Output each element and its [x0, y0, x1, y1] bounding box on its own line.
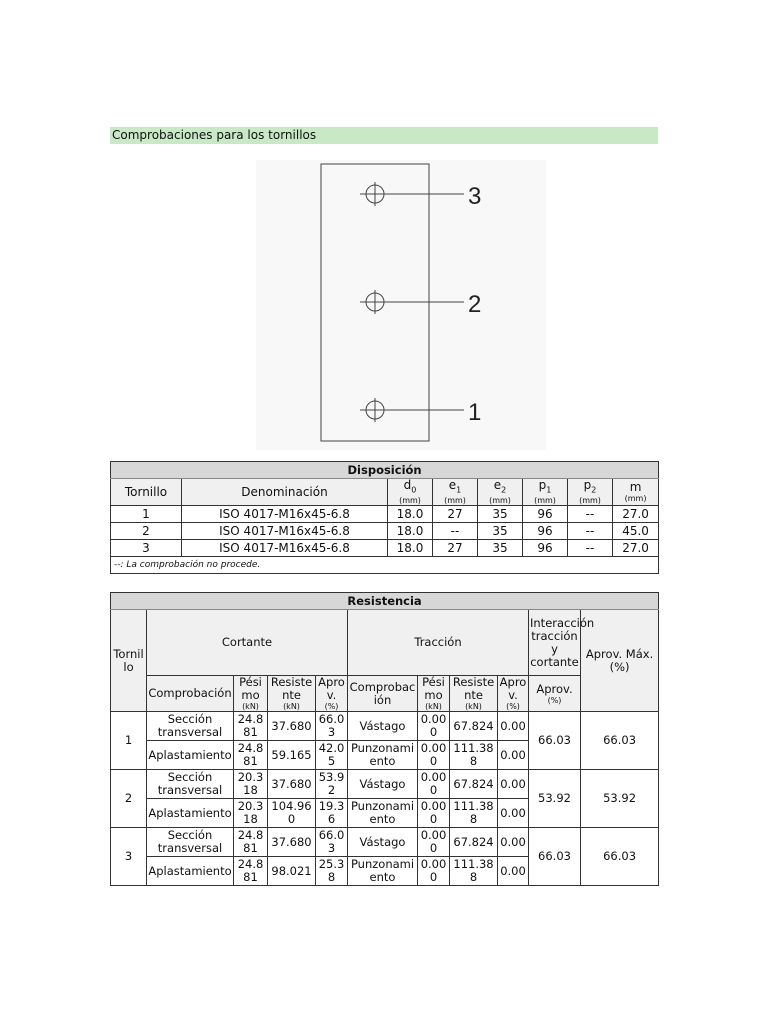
cell-cort-resistente: 37.680: [268, 770, 316, 799]
cell-trac-resistente: 67.824: [450, 770, 498, 799]
cell-cort-aprov: 66.03: [316, 828, 348, 857]
cell-m: 27.0: [613, 506, 659, 523]
cell-aprov-max: 53.92: [581, 770, 659, 828]
col-header-d0: $d_0$ (mm): [388, 479, 433, 506]
resistencia-table: [110, 592, 659, 886]
cell-trac-comprobacion: Punzonamiento: [348, 741, 418, 770]
cell-p1: 96: [523, 523, 568, 540]
cell-cort-aprov: 42.05: [316, 741, 348, 770]
cell-tornillo: 3: [111, 828, 147, 886]
cell-cort-comprobacion: Sección transversal: [147, 828, 234, 857]
cell-cort-pesimo: 20.318: [234, 770, 268, 799]
col-header-trac-pesimo: Pésimo (kN): [418, 676, 450, 712]
bolt-2: [360, 290, 481, 318]
cell-trac-pesimo: 0.000: [418, 857, 450, 886]
col-header-e1: $e_1$ (mm): [433, 479, 478, 506]
cell-cort-aprov: 25.38: [316, 857, 348, 886]
cell-cort-resistente: 37.680: [268, 828, 316, 857]
cell-m: 45.0: [613, 523, 659, 540]
col-header-cortante: Cortante: [147, 610, 348, 676]
cell-trac-pesimo: 0.000: [418, 799, 450, 828]
cell-cort-pesimo: 24.881: [234, 857, 268, 886]
col-header-denominacion: Denominación: [182, 479, 388, 506]
section-title: Comprobaciones para los tornillos: [110, 127, 658, 144]
table-row: [111, 712, 659, 741]
cell-trac-pesimo: 0.000: [418, 770, 450, 799]
col-header-interaccion-aprov: Aprov. (%): [529, 676, 581, 712]
cell-trac-aprov: 0.00: [498, 799, 529, 828]
cell-tornillo: 3: [111, 540, 182, 557]
col-header-trac-resistente: Resistente (kN): [450, 676, 498, 712]
cell-trac-pesimo: 0.000: [418, 712, 450, 741]
cell-m: 27.0: [613, 540, 659, 557]
disposicion-table: [110, 461, 659, 574]
cell-e1: 27: [433, 540, 478, 557]
cell-d0: 18.0: [388, 506, 433, 523]
cell-e2: 35: [478, 506, 523, 523]
table-row: [111, 828, 659, 857]
col-header-trac-comprobacion: Comprobación: [348, 676, 418, 712]
cell-cort-resistente: 37.680: [268, 712, 316, 741]
cell-interaccion: 66.03: [529, 828, 581, 886]
col-header-cort-aprov: Aprov. (%): [316, 676, 348, 712]
cell-cort-resistente: 98.021: [268, 857, 316, 886]
cell-trac-aprov: 0.00: [498, 741, 529, 770]
cell-trac-pesimo: 0.000: [418, 741, 450, 770]
cell-e1: --: [433, 523, 478, 540]
table-row: [111, 770, 659, 799]
table-row: [111, 523, 659, 540]
cell-e1: 27: [433, 506, 478, 523]
cell-e2: 35: [478, 523, 523, 540]
cell-trac-comprobacion: Vástago: [348, 712, 418, 741]
cell-interaccion: 66.03: [529, 712, 581, 770]
col-header-tornillo: Tornillo: [111, 610, 147, 712]
col-header-p1: $p_1$ (mm): [523, 479, 568, 506]
bolt-label-2: 2: [468, 291, 482, 318]
cell-p2: --: [568, 506, 613, 523]
cell-trac-aprov: 0.00: [498, 828, 529, 857]
cell-cort-pesimo: 20.318: [234, 799, 268, 828]
cell-trac-aprov: 0.00: [498, 857, 529, 886]
cell-trac-comprobacion: Punzonamiento: [348, 857, 418, 886]
cell-trac-pesimo: 0.000: [418, 828, 450, 857]
col-header-interaccion: Interacción tracción y cortante: [529, 610, 581, 676]
cell-p1: 96: [523, 540, 568, 557]
cell-trac-resistente: 67.824: [450, 828, 498, 857]
cell-p1: 96: [523, 506, 568, 523]
cell-cort-pesimo: 24.881: [234, 828, 268, 857]
cell-d0: 18.0: [388, 523, 433, 540]
cell-p2: --: [568, 523, 613, 540]
cell-aprov-max: 66.03: [581, 712, 659, 770]
bolt-plate-diagram: [256, 160, 546, 450]
col-header-aprov-max: Aprov. Máx. (%): [581, 610, 659, 712]
cell-trac-resistente: 111.388: [450, 857, 498, 886]
cell-denominacion: ISO 4017-M16x45-6.8: [182, 506, 388, 523]
col-header-p2: $p_2$ (mm): [568, 479, 613, 506]
cell-cort-aprov: 53.92: [316, 770, 348, 799]
cell-trac-resistente: 67.824: [450, 712, 498, 741]
col-header-cort-resistente: Resistente (kN): [268, 676, 316, 712]
cell-cort-comprobacion: Sección transversal: [147, 712, 234, 741]
table-row: [111, 540, 659, 557]
cell-tornillo: 2: [111, 770, 147, 828]
cell-cort-aprov: 19.36: [316, 799, 348, 828]
cell-cort-comprobacion: Sección transversal: [147, 770, 234, 799]
cell-p2: --: [568, 540, 613, 557]
col-header-tornillo: Tornillo: [111, 479, 182, 506]
cell-trac-comprobacion: Punzonamiento: [348, 799, 418, 828]
disposicion-note: --: La comprobación no procede.: [111, 557, 659, 574]
cell-cort-resistente: 59.165: [268, 741, 316, 770]
bolt-1: [360, 398, 481, 426]
cell-cort-aprov: 66.03: [316, 712, 348, 741]
cell-denominacion: ISO 4017-M16x45-6.8: [182, 540, 388, 557]
col-header-trac-aprov: Aprov. (%): [498, 676, 529, 712]
cell-cort-pesimo: 24.881: [234, 741, 268, 770]
cell-tornillo: 1: [111, 712, 147, 770]
cell-cort-comprobacion: Aplastamiento: [147, 799, 234, 828]
cell-tornillo: 1: [111, 506, 182, 523]
cell-trac-aprov: 0.00: [498, 712, 529, 741]
col-header-cort-pesimo: Pésimo (kN): [234, 676, 268, 712]
col-header-e2: $e_2$ (mm): [478, 479, 523, 506]
plate-drawing: [256, 160, 546, 450]
col-header-m: m (mm): [613, 479, 659, 506]
cell-tornillo: 2: [111, 523, 182, 540]
bolt-label-1: 1: [468, 399, 482, 426]
cell-cort-resistente: 104.960: [268, 799, 316, 828]
col-header-cort-comprobacion: Comprobación: [147, 676, 234, 712]
cell-aprov-max: 66.03: [581, 828, 659, 886]
cell-trac-comprobacion: Vástago: [348, 770, 418, 799]
cell-trac-resistente: 111.388: [450, 741, 498, 770]
disposicion-title: Disposición: [111, 462, 659, 479]
resistencia-title: Resistencia: [111, 593, 659, 610]
table-row: [111, 506, 659, 523]
cell-trac-comprobacion: Vástago: [348, 828, 418, 857]
cell-trac-resistente: 111.388: [450, 799, 498, 828]
cell-d0: 18.0: [388, 540, 433, 557]
bolt-label-3: 3: [468, 183, 482, 210]
cell-cort-comprobacion: Aplastamiento: [147, 857, 234, 886]
cell-cort-comprobacion: Aplastamiento: [147, 741, 234, 770]
cell-interaccion: 53.92: [529, 770, 581, 828]
cell-trac-aprov: 0.00: [498, 770, 529, 799]
col-header-traccion: Tracción: [348, 610, 529, 676]
cell-cort-pesimo: 24.881: [234, 712, 268, 741]
cell-denominacion: ISO 4017-M16x45-6.8: [182, 523, 388, 540]
cell-e2: 35: [478, 540, 523, 557]
bolt-3: [360, 182, 481, 210]
